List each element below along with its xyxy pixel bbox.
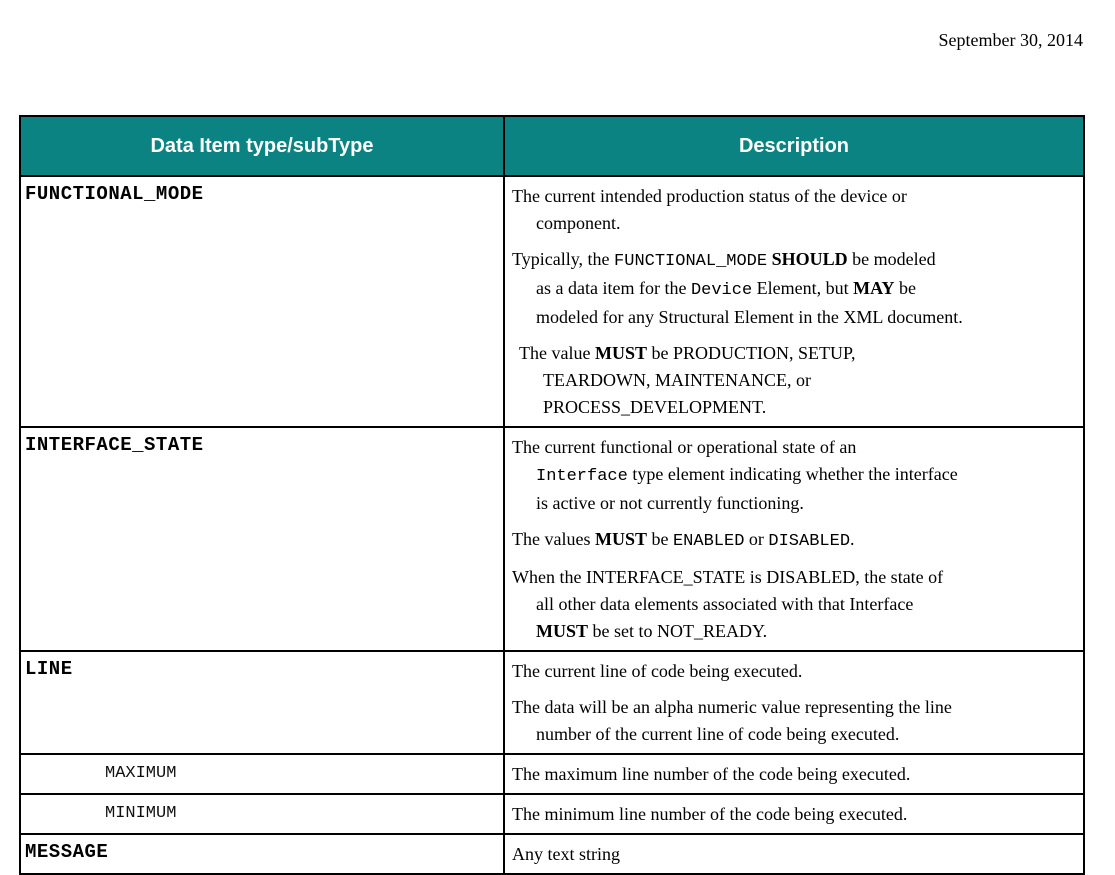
data-item-name: MINIMUM — [20, 794, 504, 834]
text-segment: be set to NOT_READY. — [588, 621, 768, 641]
text-segment: Element, but — [752, 278, 854, 298]
description-cell — [504, 176, 1084, 427]
description-paragraph — [512, 564, 1077, 645]
table-row — [20, 834, 1084, 874]
text-segment: be PRODUCTION, SETUP, — [646, 343, 856, 363]
data-item-name: FUNCTIONAL_MODE — [20, 176, 504, 427]
text-segment: The values — [512, 529, 595, 549]
table-body — [20, 176, 1084, 874]
data-item-table — [19, 115, 1085, 875]
data-item-name: LINE — [20, 651, 504, 754]
text-segment: When the INTERFACE_STATE is DISABLED, the state of — [512, 567, 944, 587]
column-header-description: Description — [504, 116, 1084, 176]
text-segment: FUNCTIONAL_MODE — [614, 252, 768, 271]
table-row — [20, 176, 1084, 427]
text-segment: is active or not currently functioning. — [536, 493, 804, 513]
table-row — [20, 651, 1084, 754]
text-segment: Device — [690, 281, 753, 300]
description-cell — [504, 754, 1084, 794]
description-cell — [504, 651, 1084, 754]
document-date: September 30, 2014 — [938, 30, 1083, 50]
text-segment: type element indicating whether the interface — [627, 464, 958, 484]
table-row — [20, 794, 1084, 834]
text-segment: Interface — [536, 467, 628, 486]
text-segment: SHOULD — [771, 249, 848, 269]
text-segment: be — [894, 278, 916, 298]
text-segment: Typically, the — [512, 249, 615, 269]
description-paragraph — [512, 658, 1077, 685]
data-item-name: INTERFACE_STATE — [20, 427, 504, 651]
description-paragraph — [512, 694, 1077, 748]
description-paragraph — [512, 801, 1077, 828]
text-segment: DISABLED — [768, 532, 851, 551]
text-segment: The current line of code being executed. — [512, 661, 803, 681]
table-header-row — [20, 116, 1084, 176]
text-segment: . — [850, 529, 855, 549]
text-segment: number of the current line of code being executed. — [536, 724, 900, 744]
column-header-type-subtype: Data Item type/subType — [20, 116, 504, 176]
text-segment: MUST — [536, 621, 589, 641]
text-segment: Any text string — [512, 844, 620, 864]
description-cell — [504, 427, 1084, 651]
description-paragraph — [512, 434, 1077, 517]
text-segment: The value — [519, 343, 595, 363]
text-segment: The current intended production status of the device or — [512, 186, 907, 206]
text-segment: The data will be an alpha numeric value representing the line — [512, 697, 952, 717]
description-paragraph — [519, 340, 1077, 421]
text-segment: all other data elements associated with that Interface — [536, 594, 914, 614]
text-segment: PROCESS_DEVELOPMENT. — [543, 397, 767, 417]
description-cell — [504, 794, 1084, 834]
description-paragraph — [512, 183, 1077, 237]
table-row — [20, 754, 1084, 794]
text-segment: The maximum line number of the code being executed. — [512, 764, 911, 784]
text-segment: The current functional or operational state of an — [512, 437, 857, 457]
data-item-name: MESSAGE — [20, 834, 504, 874]
description-paragraph — [512, 246, 1077, 331]
text-segment: TEARDOWN, MAINTENANCE, or — [543, 370, 811, 390]
text-segment: component. — [536, 213, 621, 233]
text-segment: MUST — [594, 529, 647, 549]
text-segment: or — [744, 529, 769, 549]
text-segment: be modeled — [847, 249, 936, 269]
text-segment: ENABLED — [672, 532, 745, 551]
text-segment: MAY — [853, 278, 895, 298]
data-item-name: MAXIMUM — [20, 754, 504, 794]
text-segment: be — [646, 529, 673, 549]
text-segment: modeled for any Structural Element in the XML document. — [536, 307, 963, 327]
description-paragraph — [512, 841, 1077, 868]
table-row — [20, 427, 1084, 651]
description-cell — [504, 834, 1084, 874]
text-segment: MUST — [594, 343, 647, 363]
table-header — [20, 116, 1084, 176]
text-segment: as a data item for the — [536, 278, 691, 298]
text-segment: The minimum line number of the code being executed. — [512, 804, 908, 824]
description-paragraph — [512, 761, 1077, 788]
description-paragraph — [512, 526, 1077, 555]
